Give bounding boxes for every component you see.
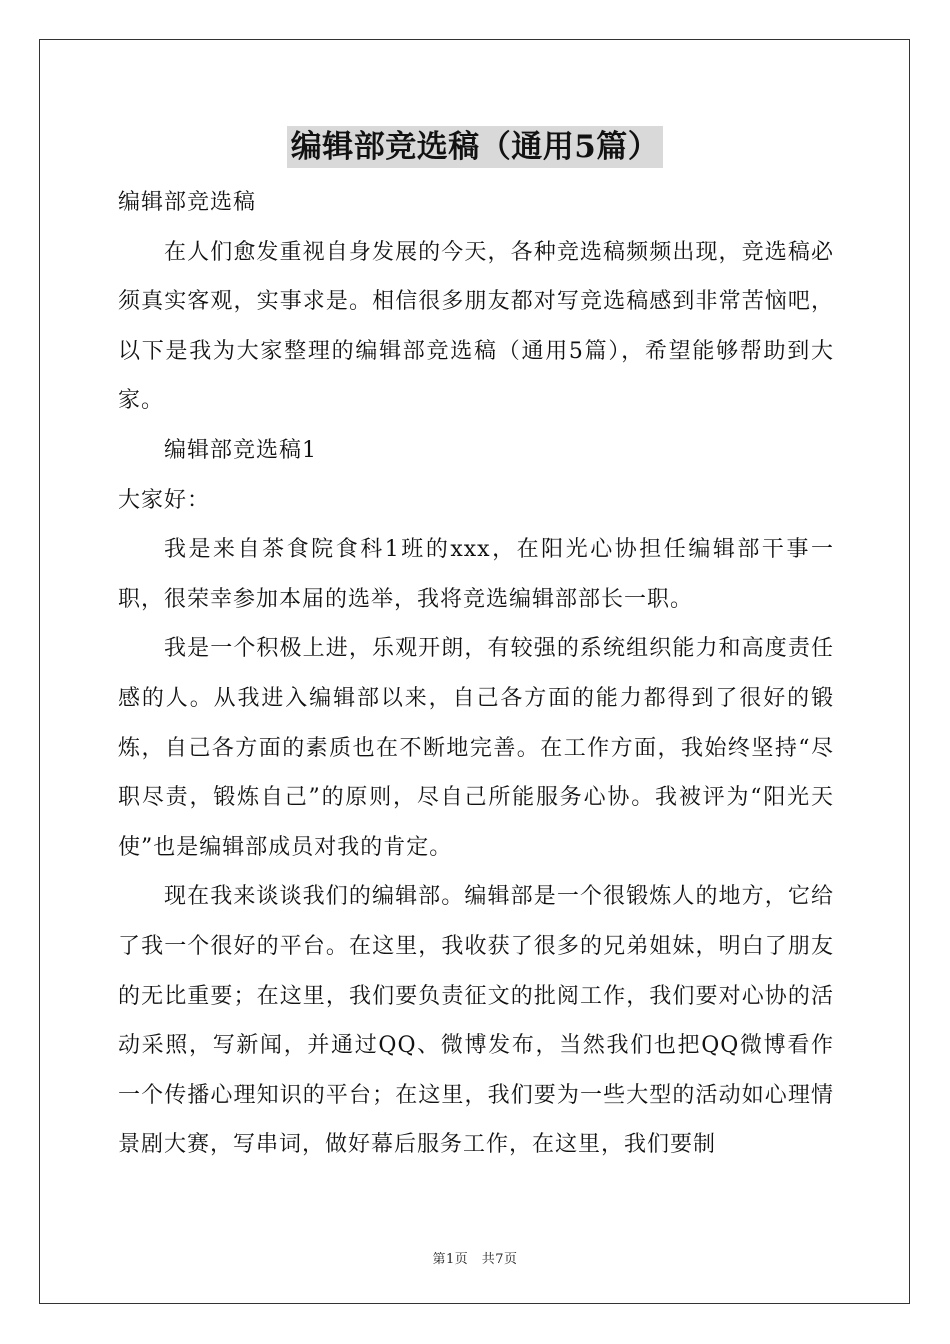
paragraph: 现在我来谈谈我们的编辑部。编辑部是一个很锻炼人的地方，它给了我一个很好的平台。在这里，我收获了很多的兄弟姐妹，明白了朋友的无比重要；在这里，我们要负责征文的批阅工作，我们要对心协的活动采照，写新闻，并通过QQ、微博发布，当然我们也把QQ微博看作一个传播心理知识的平台；在这里，我们要为一些大型的活动如心理情景剧大赛，写串词，做好幕后服务工作，在这里，我们要制 — [118, 884, 834, 1158]
paragraph: 编辑部竞选稿 — [118, 190, 257, 215]
section-heading: 编辑部竞选稿1 — [164, 437, 317, 463]
paragraph: 大家好： — [118, 487, 211, 513]
document-title: 编辑部竞选稿（通用5篇） — [287, 126, 664, 168]
paragraph: 我是一个积极上进，乐观开朗，有较强的系统组织能力和高度责任感的人。从我进入编辑部以来，自己各方面的能力都得到了很好的锻炼，自己各方面的素质也在不断地完善。在工作方面，我始终坚持“尽职尽责，锻炼自己”的原则，尽自己所能服务心协。我被评为“阳光天使”也是编辑部成员对我的肯定。 — [118, 636, 834, 860]
title-container — [0, 126, 950, 168]
page-footer: 第1页 共7页 — [432, 1252, 518, 1267]
paragraph: 在人们愈发重视自身发展的今天，各种竞选稿频频出现，竞选稿必须真实客观，实事求是。相信很多朋友都对写竞选稿感到非常苦恼吧，以下是我为大家整理的编辑部竞选稿（通用5篇），希望能够帮助到大家。 — [118, 239, 834, 414]
paragraph: 我是来自茶食院食科1班的xxx，在阳光心协担任编辑部干事一职，很荣幸参加本届的选举，我将竞选编辑部部长一职。 — [118, 537, 834, 612]
document-body — [118, 178, 834, 1170]
